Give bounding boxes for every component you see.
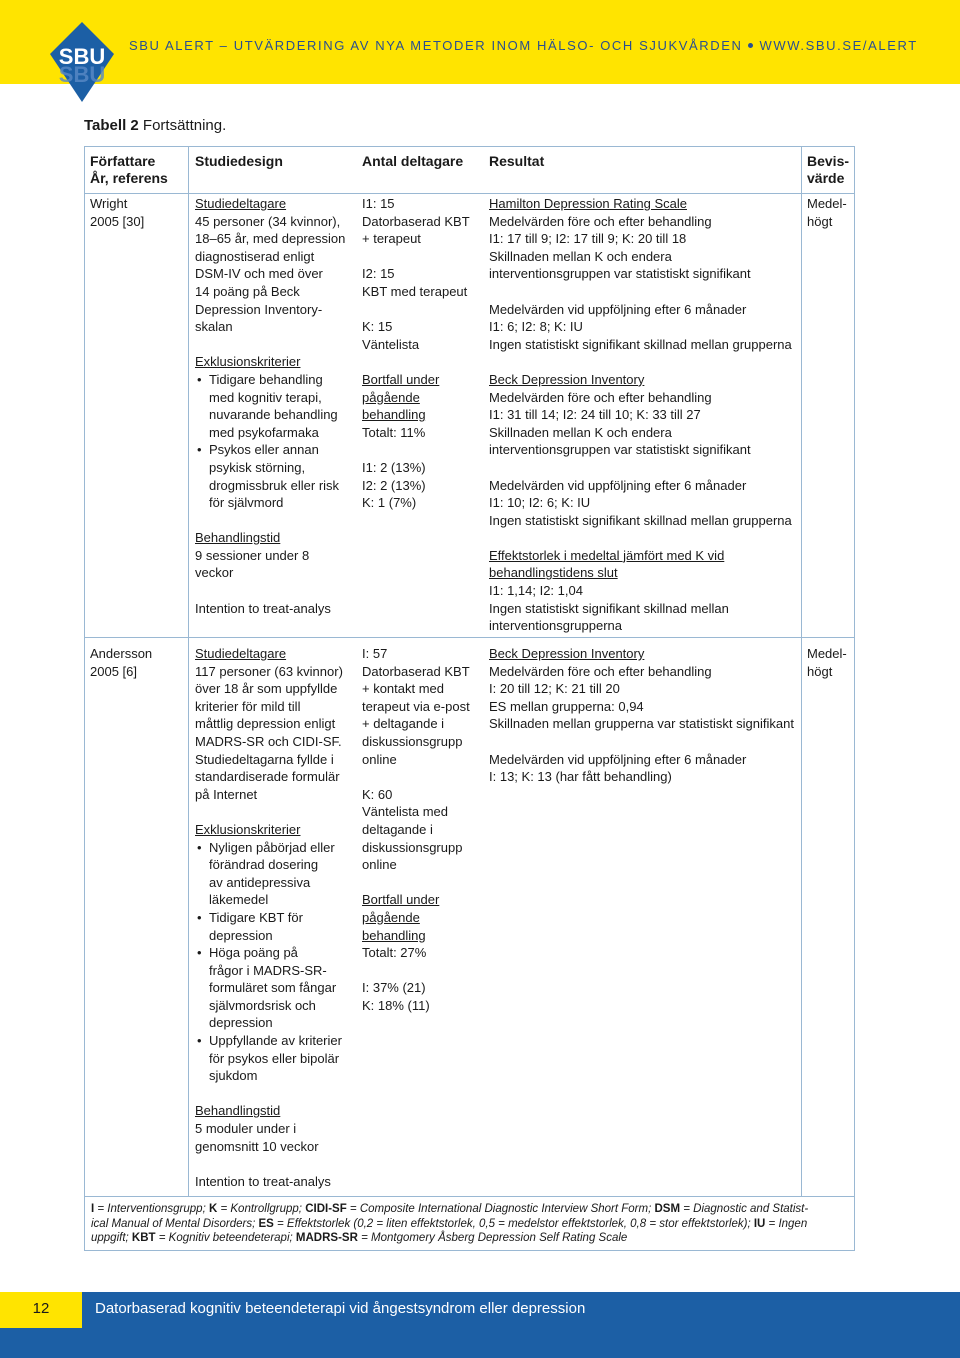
evidence-line1: Medel- xyxy=(807,196,847,211)
subheading: Bortfall under xyxy=(362,892,440,908)
table-caption-label: Tabell 2 xyxy=(84,117,139,134)
text-line: online xyxy=(362,857,397,873)
text-line: Ingen statistiskt signifikant skillnad mellan grupperna xyxy=(489,512,792,528)
text-line: psykisk störning, xyxy=(209,459,306,475)
subheading: Studiedeltagare xyxy=(195,646,287,661)
bullet-item: • Psykos eller annan xyxy=(195,441,357,459)
text-line: Studiedeltagarna fyllde i xyxy=(195,751,334,767)
text-line: Medelvärden före och efter behandling xyxy=(489,213,712,229)
subheading: Beck Depression Inventory xyxy=(489,646,645,661)
text-line: Ingen statistiskt signifikant skillnad mellan grupperna xyxy=(489,336,792,352)
text-line: Skillnaden mellan grupperna var statistiskt signifikant xyxy=(489,716,794,732)
text-line: diskussionsgrupp xyxy=(362,733,463,749)
text-line: terapeut via e-post xyxy=(362,698,470,714)
logo-text: SBU xyxy=(58,44,106,69)
subheading: Studiedeltagare xyxy=(195,196,287,211)
text-line: + terapeut xyxy=(362,231,421,247)
svg-text:SBU: SBU xyxy=(58,62,106,87)
text-line: 117 personer (63 kvinnor) xyxy=(195,663,343,679)
text-line: Intention to treat-analys xyxy=(195,1173,331,1189)
subheading: Exklusionskriterier xyxy=(195,354,301,370)
text-line: förändrad dosering xyxy=(209,857,319,873)
row2-participants xyxy=(362,645,484,1014)
spacer xyxy=(489,283,799,301)
text-line: K: 15 xyxy=(362,319,393,335)
text-line: Medelvärden vid uppföljning efter 6 månader xyxy=(489,477,747,493)
header-evidence xyxy=(807,153,849,187)
spacer xyxy=(195,582,357,600)
header-author-line1: Författare xyxy=(90,153,156,169)
text-line: skalan xyxy=(195,319,233,335)
text-line: genomsnitt 10 veckor xyxy=(195,1138,319,1154)
spacer xyxy=(489,353,799,371)
header-design: Studiedesign xyxy=(195,153,283,169)
header-evidence-line2: värde xyxy=(807,170,845,186)
bullet-item: • Tidigare KBT för xyxy=(195,909,357,927)
evidence-line2: högt xyxy=(807,213,833,229)
spacer xyxy=(362,301,484,319)
header-result: Resultat xyxy=(489,153,545,169)
subheading: Behandlingstid xyxy=(195,530,281,546)
text-line: I: 57 xyxy=(362,646,388,661)
text-line: ES mellan grupperna: 0,94 xyxy=(489,698,644,714)
text-line: måttlig depression enligt xyxy=(195,716,336,732)
text-line: I1: 17 till 9; I2: 17 till 9; K: 20 till 18 xyxy=(489,231,687,247)
text-line: Medelvärden före och efter behandling xyxy=(489,389,712,405)
spacer xyxy=(362,353,484,371)
text-line: diskussionsgrupp xyxy=(362,839,463,855)
author-name: Wright xyxy=(90,196,128,211)
header-evidence-line1: Bevis- xyxy=(807,153,850,169)
subheading: behandling xyxy=(362,927,426,943)
text-line: K: 1 (7%) xyxy=(362,495,417,511)
header-author xyxy=(90,153,168,187)
table-header-row xyxy=(85,147,854,194)
header-url[interactable]: WWW.SBU.SE/ALERT xyxy=(759,38,918,53)
text-line: formuläret som fångar xyxy=(209,980,337,996)
evidence-line2: högt xyxy=(807,663,833,679)
spacer xyxy=(362,962,484,980)
text-line: deltagande i xyxy=(362,821,433,837)
row1-participants xyxy=(362,195,484,512)
evidence-line1: Medel- xyxy=(807,646,847,661)
header-title-text: SBU ALERT – UTVÄRDERING AV NYA METODER INOM HÄLSO- OCH SJUKVÅRDEN xyxy=(129,38,743,53)
text-line: Datorbaserad KBT xyxy=(362,213,470,229)
text-line: för psykos eller bipolär xyxy=(209,1050,340,1066)
text-line: I1: 31 till 14; I2: 24 till 10; K: 33 till 27 xyxy=(489,407,701,423)
header-title xyxy=(129,38,918,53)
page-number: 12 xyxy=(32,1300,50,1317)
row1-evidence xyxy=(807,195,847,230)
text-line: Väntelista xyxy=(362,336,420,352)
text-line: I1: 2 (13%) xyxy=(362,459,426,475)
text-line: I1: 10; I2: 6; K: IU xyxy=(489,495,591,511)
text-line: I: 37% (21) xyxy=(362,980,426,996)
text-line: standardiserade formulär xyxy=(195,769,340,785)
dot-separator-icon xyxy=(748,43,753,48)
text-line: 45 personer (34 kvinnor), xyxy=(195,213,341,229)
text-line: Medelvärden vid uppföljning efter 6 månader xyxy=(489,301,747,317)
text-line: KBT med terapeut xyxy=(362,283,468,299)
text-line: interventionsgruppen var statistiskt signifikant xyxy=(489,442,751,458)
author-year-ref: 2005 [6] xyxy=(90,663,137,679)
spacer xyxy=(195,803,357,821)
header-author-line2: År, referens xyxy=(90,170,168,186)
spacer xyxy=(489,459,799,477)
column-divider xyxy=(188,147,189,1196)
text-line: frågor i MADRS-SR- xyxy=(209,962,327,978)
row1-author xyxy=(90,195,144,230)
text-line: I2: 2 (13%) xyxy=(362,477,426,493)
spacer xyxy=(195,1155,357,1173)
spacer xyxy=(195,512,357,530)
subheading: pågående xyxy=(362,389,420,405)
sbu-logo xyxy=(50,22,114,102)
text-line: diagnostiserad enligt xyxy=(195,248,315,264)
subheading: Effektstorlek i medeltal jämfört med K vid xyxy=(489,547,725,563)
row2-evidence xyxy=(807,645,847,680)
subheading: Bortfall under xyxy=(362,371,440,387)
bullet-item: • Uppfyllande av kriterier xyxy=(195,1032,357,1050)
text-line: depression xyxy=(209,1015,273,1031)
text-line: kriterier för mild till xyxy=(195,698,301,714)
text-line: Väntelista med xyxy=(362,804,448,820)
text-line: självmordsrisk och xyxy=(209,997,316,1013)
subheading: Behandlingstid xyxy=(195,1103,281,1119)
spacer xyxy=(362,248,484,266)
table-caption-text: Fortsättning. xyxy=(138,117,227,134)
header-participants: Antal deltagare xyxy=(362,153,464,169)
text-line: 14 poäng på Beck xyxy=(195,283,300,299)
text-line: Datorbaserad KBT xyxy=(362,663,470,679)
footnote-line2: ical Manual of Mental Disorders; ES = Effektstorlek (0,2 = liten effektstorlek, 0,5 = medelstor effektstorlek, 0,8 = stor effektstorlek); IU = Ingen xyxy=(91,1217,808,1230)
text-line: K: 60 xyxy=(362,786,393,802)
text-line: Totalt: 11% xyxy=(362,424,426,440)
subheading: behandling xyxy=(362,407,426,423)
text-line: läkemedel xyxy=(209,892,269,908)
spacer xyxy=(489,733,799,751)
text-line: DSM-IV och med över xyxy=(195,266,323,282)
text-line: + kontakt med xyxy=(362,681,445,697)
text-line: nuvarande behandling xyxy=(209,407,338,423)
subheading: Hamilton Depression Rating Scale xyxy=(489,196,687,211)
row2-result xyxy=(489,645,799,786)
text-line: I: 20 till 12; K: 21 till 20 xyxy=(489,681,620,697)
subheading: Exklusionskriterier xyxy=(195,821,301,837)
text-line: 18–65 år, med depression xyxy=(195,231,346,247)
spacer xyxy=(362,874,484,892)
text-line: MADRS-SR och CIDI-SF. xyxy=(195,733,342,749)
text-line: I1: 6; I2: 8; K: IU xyxy=(489,319,583,335)
text-line: med kognitiv terapi, xyxy=(209,389,322,405)
column-divider xyxy=(801,147,802,1196)
footnote-line1: I = Interventionsgrupp; K = Kontrollgrupp; CIDI-SF = Composite International Diagnostic Interview Short Form; DSM = Diagnostic and Statist- xyxy=(91,1203,809,1215)
text-line: Totalt: 27% xyxy=(362,945,427,961)
subheading: behandlingstidens slut xyxy=(489,565,618,581)
spacer xyxy=(362,441,484,459)
text-line: interventionsgrupperna xyxy=(489,618,622,634)
row1-design xyxy=(195,195,357,617)
author-year-ref: 2005 [30] xyxy=(90,213,145,229)
spacer xyxy=(489,529,799,547)
text-line: Skillnaden mellan K och endera xyxy=(489,424,672,440)
text-line: 9 sessioner under 8 xyxy=(195,547,310,563)
text-line: + deltagande i xyxy=(362,716,445,732)
text-line: Medelvärden före och efter behandling xyxy=(489,663,712,679)
text-line: sjukdom xyxy=(209,1068,258,1084)
text-line: Skillnaden mellan K och endera xyxy=(489,248,672,264)
text-line: för självmord xyxy=(209,495,284,511)
bullet-item: • Nyligen påbörjad eller xyxy=(195,839,357,857)
bullet-item: • Höga poäng på xyxy=(195,944,357,962)
text-line: drogmissbruk eller risk xyxy=(209,477,340,493)
text-line: med psykofarmaka xyxy=(209,424,319,440)
subheading: Beck Depression Inventory xyxy=(489,371,645,387)
text-line: Intention to treat-analys xyxy=(195,600,331,616)
text-line: Depression Inventory- xyxy=(195,301,323,317)
text-line: online xyxy=(362,751,397,767)
subheading: pågående xyxy=(362,909,420,925)
text-line: I1: 1,14; I2: 1,04 xyxy=(489,583,583,599)
footer-title: Datorbaserad kognitiv beteendeterapi vid ångestsyndrom eller depression xyxy=(95,1300,586,1317)
text-line: I: 13; K: 13 (har fått behandling) xyxy=(489,769,672,785)
text-line: av antidepressiva xyxy=(209,874,311,890)
text-line: över 18 år som uppfyllde xyxy=(195,681,338,697)
text-line: K: 18% (11) xyxy=(362,997,430,1013)
text-line: interventionsgruppen var statistiskt signifikant xyxy=(489,266,751,282)
text-line: Ingen statistiskt signifikant skillnad mellan xyxy=(489,600,729,616)
row-divider xyxy=(85,637,854,638)
spacer xyxy=(195,1085,357,1103)
text-line: I2: 15 xyxy=(362,266,395,282)
table-footnote xyxy=(84,1197,855,1251)
table-caption xyxy=(84,117,226,134)
spacer xyxy=(195,336,357,354)
author-name: Andersson xyxy=(90,646,153,661)
row2-design xyxy=(195,645,357,1190)
text-line: depression xyxy=(209,927,273,943)
row1-result xyxy=(489,195,799,635)
study-table xyxy=(84,146,855,1197)
footnote-line3: uppgift; KBT = Kognitiv beteendeterapi; MADRS-SR = Montgomery Åsberg Depression Self Rating Scale xyxy=(91,1232,628,1245)
row2-author xyxy=(90,645,152,680)
bullet-item: • Tidigare behandling xyxy=(195,371,357,389)
text-line: I1: 15 xyxy=(362,196,395,211)
text-line: veckor xyxy=(195,565,234,581)
text-line: Medelvärden vid uppföljning efter 6 månader xyxy=(489,751,747,767)
spacer xyxy=(362,768,484,786)
text-line: på Internet xyxy=(195,786,258,802)
text-line: 5 moduler under i xyxy=(195,1121,297,1137)
